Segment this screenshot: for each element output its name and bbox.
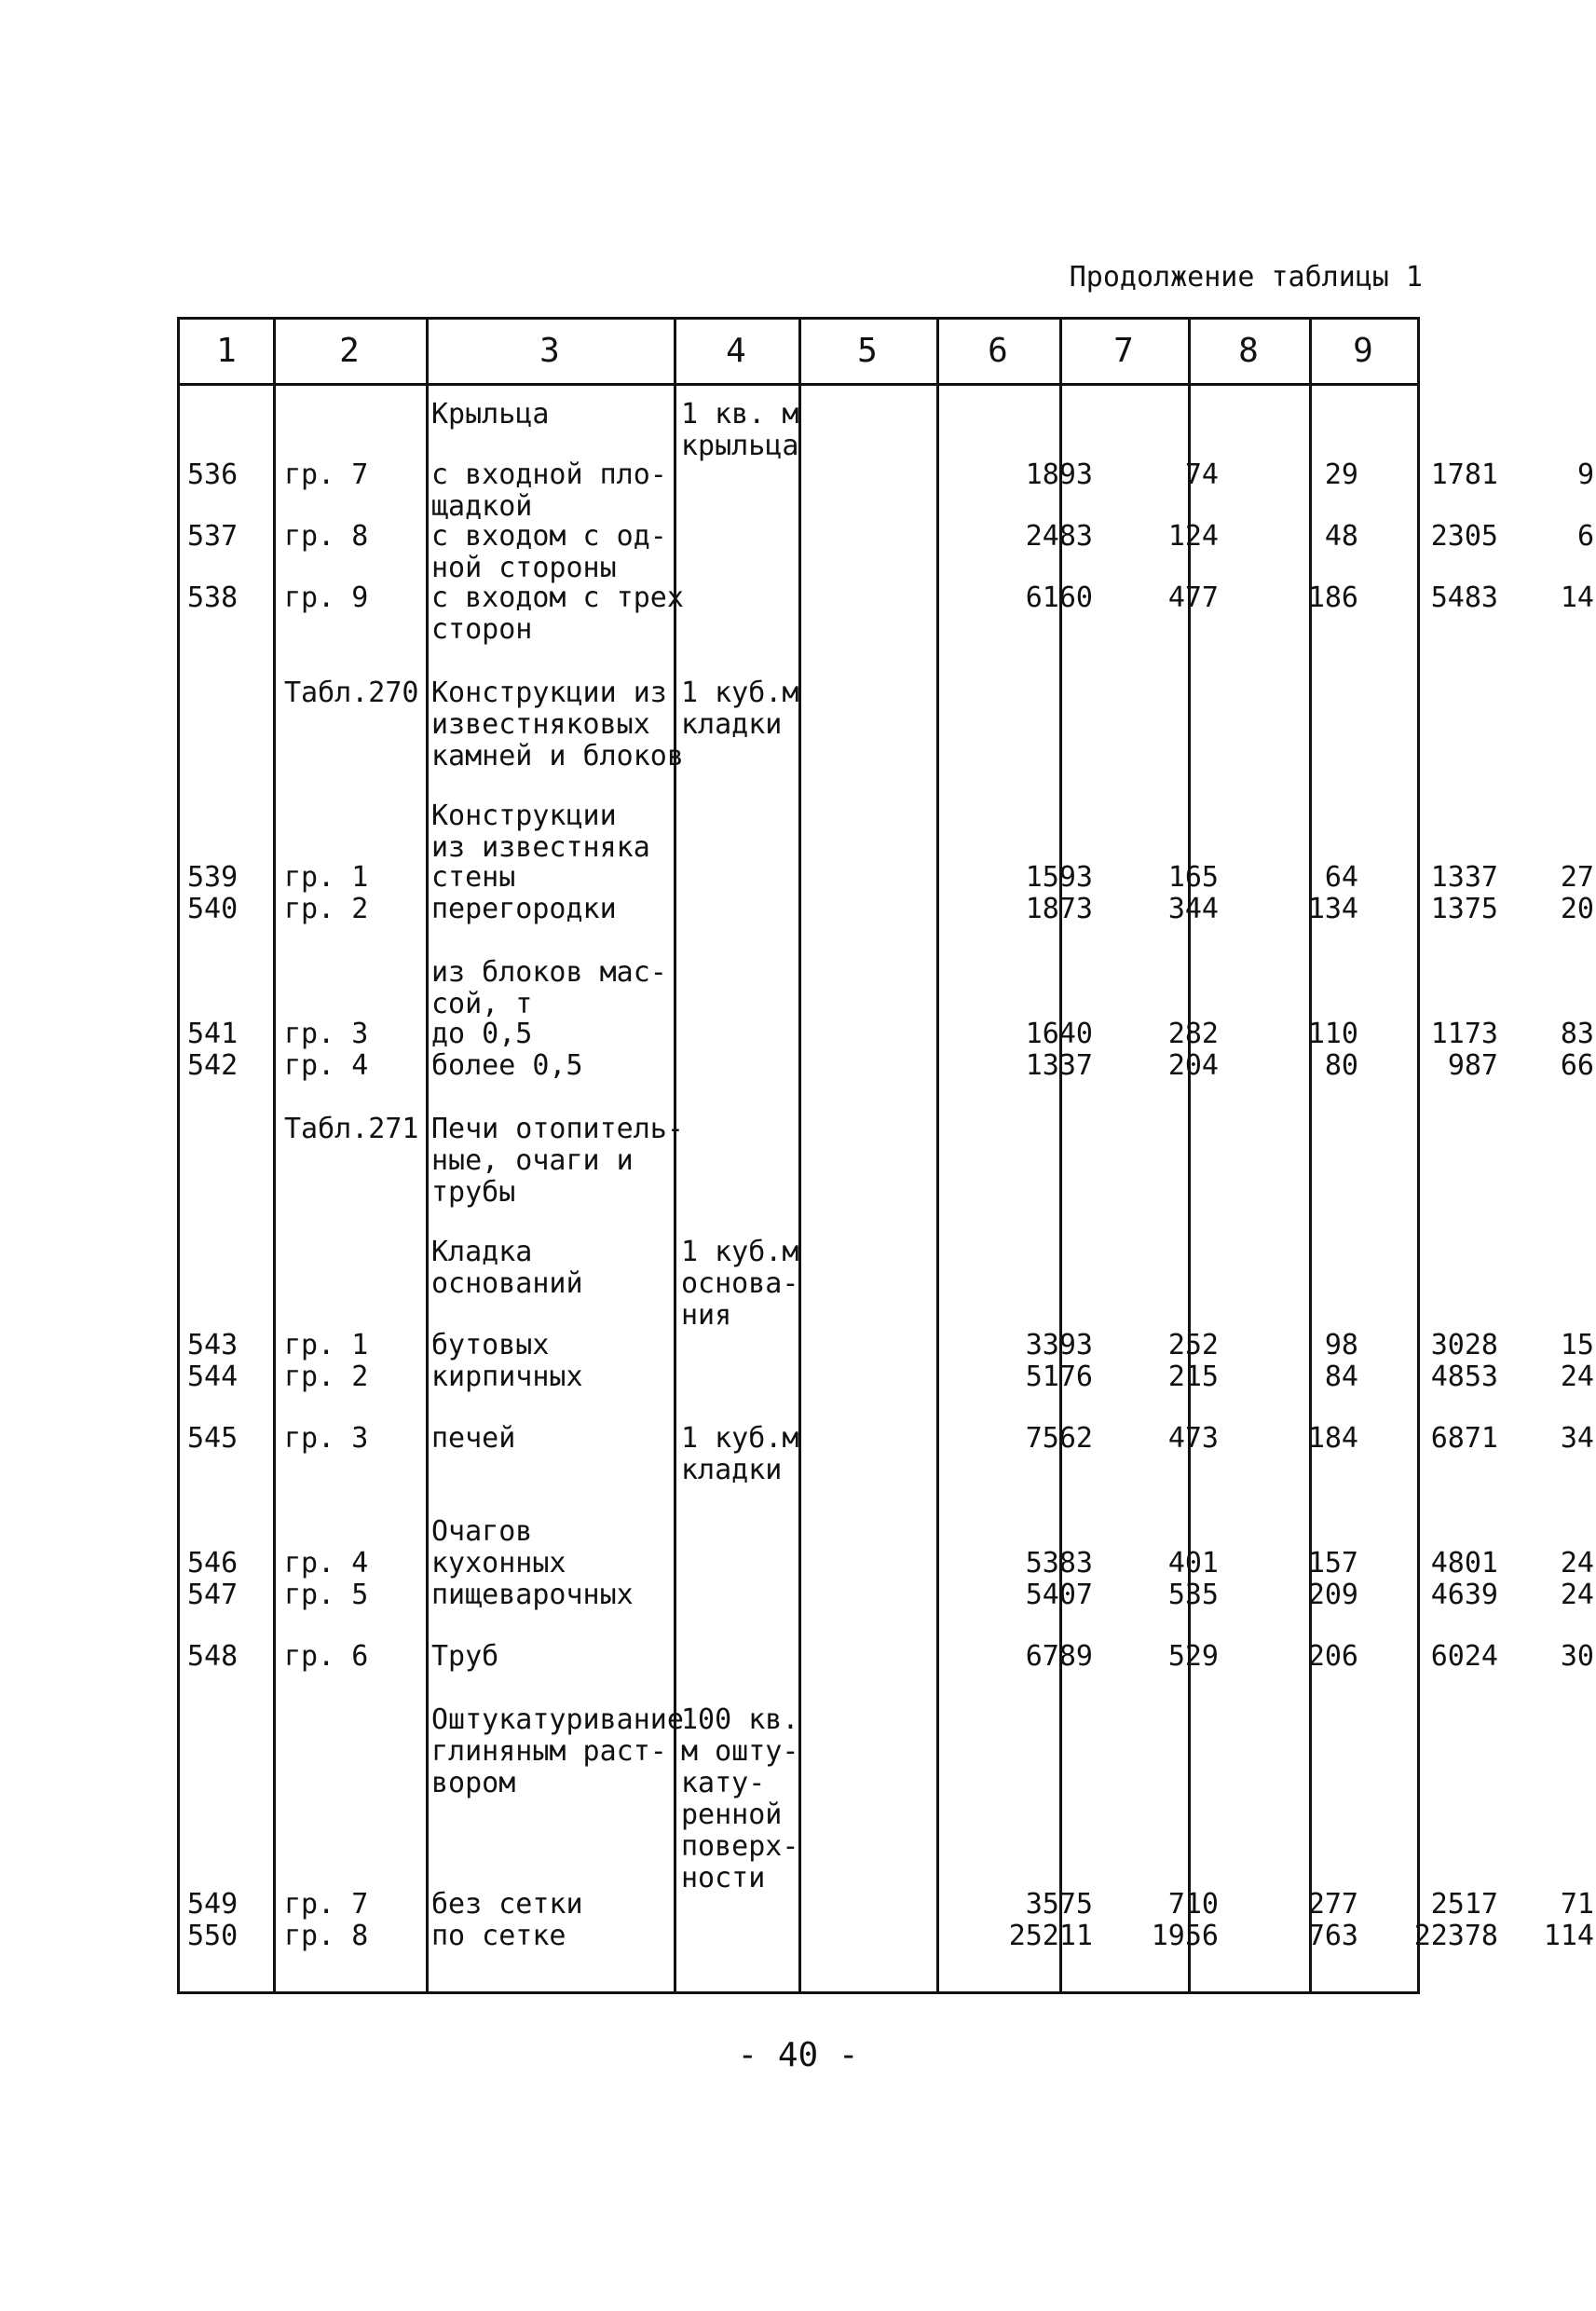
table-group-ref: гр. 7 [284, 458, 369, 491]
row-code: 541 [187, 1018, 239, 1050]
value-col-6: 124 [1167, 520, 1219, 553]
value-col-8: 987 [1447, 1049, 1498, 1082]
value-col-6: 1956 [1151, 1920, 1219, 1952]
value-col-8: 22378 [1413, 1920, 1498, 1952]
value-col-8: 1337 [1430, 861, 1498, 894]
value-col-7: 64 [1324, 861, 1358, 894]
value-col-6: 165 [1167, 861, 1219, 894]
value-col-5: 5383 [1025, 1547, 1093, 1579]
value-col-7: 84 [1324, 1361, 1358, 1393]
table-caption: Продолжение таблицы 1 [1069, 261, 1423, 294]
value-col-9: 34 [1560, 1422, 1594, 1455]
table-group-ref: гр. 2 [284, 893, 369, 925]
value-col-8: 5483 [1430, 581, 1498, 614]
data-table [177, 317, 1594, 1994]
work-description: кухонных [431, 1547, 566, 1579]
work-description: бутовых [431, 1329, 550, 1361]
value-col-7: 48 [1324, 520, 1358, 553]
value-col-9: 20 [1560, 893, 1594, 925]
value-col-8: 4853 [1430, 1361, 1498, 1393]
work-description: Конструкции из известняковых камней и блоков [431, 677, 684, 773]
value-col-9: 6 [1576, 520, 1594, 553]
value-col-7: 206 [1307, 1640, 1358, 1673]
value-col-9: 71 [1560, 1888, 1594, 1921]
table-group-ref: гр. 7 [284, 1888, 369, 1921]
value-col-5: 1640 [1025, 1018, 1093, 1050]
value-col-7: 209 [1307, 1579, 1358, 1611]
value-col-8: 4639 [1430, 1579, 1498, 1611]
value-col-6: 401 [1167, 1547, 1219, 1579]
value-col-5: 3393 [1025, 1329, 1093, 1361]
work-description: с входом с трех сторон [431, 581, 684, 646]
value-col-5: 5407 [1025, 1579, 1093, 1611]
value-col-6: 74 [1184, 458, 1219, 491]
value-col-7: 277 [1307, 1888, 1358, 1921]
header-cell: 6 [988, 332, 1008, 370]
table-group-ref: гр. 6 [284, 1640, 369, 1673]
value-col-9: 14 [1560, 581, 1594, 614]
value-col-5: 1593 [1025, 861, 1093, 894]
value-col-5: 1337 [1025, 1049, 1093, 1082]
column-divider [1059, 320, 1062, 1991]
header-cell: 4 [726, 332, 746, 370]
work-description: из блоков мас- сой, т [431, 956, 667, 1020]
value-col-5: 7562 [1025, 1422, 1093, 1455]
value-col-5: 1873 [1025, 893, 1093, 925]
work-description: без сетки [431, 1888, 583, 1921]
work-description: с входом с од- ной стороны [431, 520, 667, 584]
work-description: с входной пло- щадкой [431, 458, 667, 523]
row-code: 543 [187, 1329, 239, 1361]
unit-of-measure: 1 куб.м кладки [681, 1422, 799, 1486]
header-cell: 5 [857, 332, 878, 370]
table-group-ref: гр. 8 [284, 520, 369, 553]
work-description: печей [431, 1422, 516, 1455]
value-col-6: 477 [1167, 581, 1219, 614]
row-code: 547 [187, 1579, 239, 1611]
column-divider [1188, 320, 1191, 1991]
table-group-ref: гр. 4 [284, 1049, 369, 1082]
work-description: Очагов [431, 1515, 533, 1548]
value-col-6: 252 [1167, 1329, 1219, 1361]
value-col-7: 763 [1307, 1920, 1358, 1952]
value-col-6: 204 [1167, 1049, 1219, 1082]
row-code: 539 [187, 861, 239, 894]
work-description: стены [431, 861, 516, 894]
value-col-9: 24 [1560, 1579, 1594, 1611]
value-col-7: 186 [1307, 581, 1358, 614]
row-code: 546 [187, 1547, 239, 1579]
work-description: пищеварочных [431, 1579, 634, 1611]
row-code: 537 [187, 520, 239, 553]
row-code: 540 [187, 893, 239, 925]
work-description: Конструкции из известняка [431, 800, 650, 864]
work-description: Печи отопитель- ные, очаги и трубы [431, 1113, 684, 1209]
value-col-5: 3575 [1025, 1888, 1093, 1921]
table-group-ref: гр. 2 [284, 1361, 369, 1393]
value-col-9: 9 [1576, 458, 1594, 491]
value-col-7: 157 [1307, 1547, 1358, 1579]
value-col-9: 24 [1560, 1361, 1594, 1393]
header-cell: 2 [339, 332, 360, 370]
value-col-8: 3028 [1430, 1329, 1498, 1361]
value-col-5: 1893 [1025, 458, 1093, 491]
value-col-8: 1781 [1430, 458, 1498, 491]
value-col-6: 529 [1167, 1640, 1219, 1673]
value-col-7: 80 [1324, 1049, 1358, 1082]
value-col-9: 114 [1543, 1920, 1594, 1952]
row-code: 549 [187, 1888, 239, 1921]
row-code: 548 [187, 1640, 239, 1673]
work-description: кирпичных [431, 1361, 583, 1393]
table-group-ref: гр. 3 [284, 1018, 369, 1050]
table-group-ref: гр. 3 [284, 1422, 369, 1455]
row-code: 536 [187, 458, 239, 491]
value-col-5: 6160 [1025, 581, 1093, 614]
value-col-8: 1173 [1430, 1018, 1498, 1050]
header-cell: 8 [1238, 332, 1259, 370]
work-description: более 0,5 [431, 1049, 583, 1082]
table-group-ref: гр. 1 [284, 1329, 369, 1361]
value-col-8: 6024 [1430, 1640, 1498, 1673]
table-group-ref: Табл.271 [284, 1113, 419, 1145]
value-col-9: 27 [1560, 861, 1594, 894]
value-col-5: 5176 [1025, 1361, 1093, 1393]
header-cell: 1 [216, 332, 237, 370]
row-code: 550 [187, 1920, 239, 1952]
value-col-5: 2483 [1025, 520, 1093, 553]
value-col-9: 30 [1560, 1640, 1594, 1673]
table-group-ref: гр. 4 [284, 1547, 369, 1579]
value-col-7: 110 [1307, 1018, 1358, 1050]
value-col-6: 535 [1167, 1579, 1219, 1611]
value-col-9: 66 [1560, 1049, 1594, 1082]
header-cell: 3 [539, 332, 560, 370]
value-col-9: 15 [1560, 1329, 1594, 1361]
column-divider [936, 320, 939, 1991]
unit-of-measure: 1 куб.м основа- ния [681, 1236, 799, 1332]
table-group-ref: Табл.270 [284, 677, 419, 709]
work-description: Оштукатуривание глиняным раст- вором [431, 1703, 684, 1799]
value-col-6: 344 [1167, 893, 1219, 925]
value-col-8: 6871 [1430, 1422, 1498, 1455]
value-col-9: 24 [1560, 1547, 1594, 1579]
row-code: 542 [187, 1049, 239, 1082]
value-col-5: 6789 [1025, 1640, 1093, 1673]
value-col-7: 98 [1324, 1329, 1358, 1361]
work-description: до 0,5 [431, 1018, 533, 1050]
value-col-7: 29 [1324, 458, 1358, 491]
row-code: 545 [187, 1422, 239, 1455]
value-col-6: 282 [1167, 1018, 1219, 1050]
value-col-8: 2517 [1430, 1888, 1498, 1921]
table-group-ref: гр. 5 [284, 1579, 369, 1611]
work-description: Труб [431, 1640, 499, 1673]
row-code: 538 [187, 581, 239, 614]
value-col-7: 134 [1307, 893, 1358, 925]
page-number: - 40 - [737, 2036, 859, 2074]
unit-of-measure: 1 куб.м кладки [681, 677, 799, 741]
value-col-9: 83 [1560, 1018, 1594, 1050]
header-cell: 9 [1353, 332, 1373, 370]
work-description: перегородки [431, 893, 617, 925]
value-col-7: 184 [1307, 1422, 1358, 1455]
work-description: Кладка оснований [431, 1236, 583, 1300]
value-col-5: 25211 [1008, 1920, 1093, 1952]
work-description: Крыльца [431, 398, 550, 431]
value-col-6: 473 [1167, 1422, 1219, 1455]
column-divider [273, 320, 276, 1991]
value-col-8: 2305 [1430, 520, 1498, 553]
table-group-ref: гр. 1 [284, 861, 369, 894]
unit-of-measure: 100 кв. м ошту- кату- ренной поверх- ности [681, 1703, 799, 1894]
value-col-6: 710 [1167, 1888, 1219, 1921]
value-col-8: 4801 [1430, 1547, 1498, 1579]
work-description: по сетке [431, 1920, 566, 1952]
row-code: 544 [187, 1361, 239, 1393]
value-col-6: 215 [1167, 1361, 1219, 1393]
header-cell: 7 [1113, 332, 1134, 370]
table-group-ref: гр. 8 [284, 1920, 369, 1952]
column-divider [1309, 320, 1312, 1991]
unit-of-measure: 1 кв. м крыльца [681, 398, 799, 462]
value-col-8: 1375 [1430, 893, 1498, 925]
column-divider [426, 320, 429, 1991]
table-group-ref: гр. 9 [284, 581, 369, 614]
